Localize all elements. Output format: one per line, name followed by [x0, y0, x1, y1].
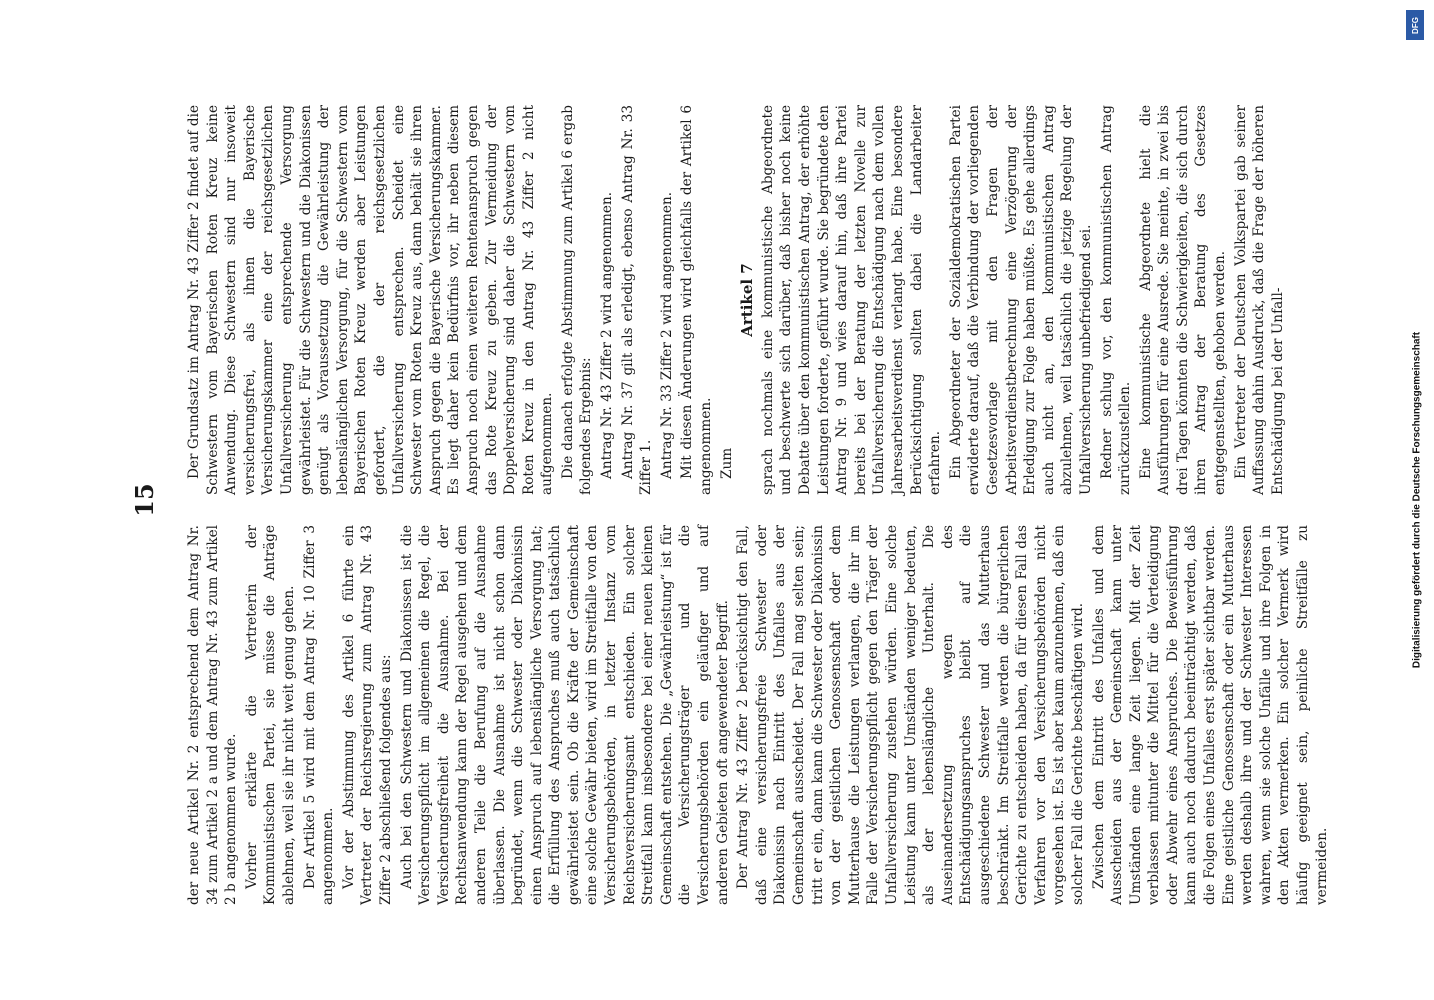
page-number: 15: [130, 483, 159, 517]
paragraph: Der Antrag Nr. 43 Ziffer 2 berücksichtigt den Fall, daß eine versicherungsfreie Schwester oder Diakonissin nach Eintritt des Unfalles aus der Gemeinschaft ausscheidet. Der Fall mag selten sein; tritt er ein, dann kann die Schwester oder Diakonissin von der geistlichen Genossenschaft oder dem Mutterhause die Leistungen verlangen, die ihr im Falle der Versicherungspflicht gegen den Träger der Unfallversicherung zustehen würden. Eine solche Leistung kann unter Umständen weniger bedeuten, als der lebenslängliche Unterhalt. Die Auseinandersetzung wegen des Entschädigungsanspruches bleibt auf die ausgeschiedene Schwester und das Mutterhaus beschränkt. Im Streitfalle werden die bürgerlichen Gerichte zu entscheiden haben, da für diesen Fall das Verfahren vor den Versicherungsbehörden nicht vorgesehen ist. Es ist aber kaum anzunehmen, daß ein solcher Fall die Gerichte beschäftigen wird.: [735, 525, 1086, 905]
dfg-logo-icon: DFG: [1406, 10, 1424, 40]
paragraph: sprach nochmals eine kommunistische Abgeordnete und beschwerte sich darüber, daß bisher noch keine Debatte über den kommunistischen Antrag, der erhöhte Leistungen forderte, geführt wurde. Sie begründete den Antrag Nr. 9 und wies darauf hin, daß ihre Partei bereits bei der Beratung der letzten Novelle zur Unfallversicherung die Entschädigung nach dem vollen Jahresarbeitsverdienst verlangt habe. Eine besondere Berücksichtigung sollten dabei die Landarbeiter erfahren.: [759, 105, 944, 495]
left-column: [185, 525, 1333, 905]
article-heading: Artikel 7: [738, 263, 757, 337]
paragraph: Ein Vertreter der Deutschen Volkspartei gab seiner Auffassung dahin Ausdruck, daß die Frage der höheren Entschädigung bei der Unfall-: [1232, 105, 1286, 495]
paragraph: Auch bei den Schwestern und Diakonissen ist die Versicherungspflicht im allgemeinen die Regel, die Versicherungsfreiheit die Ausnahme. Bei der Rechtsanwendung kann der Regel ausgehen und dem anderen Teile die Berufung auf die Ausnahme überlassen. Die Ausnahme ist nicht schon dann begründet, wenn die Schwester oder Diakonissin einen Anspruch auf lebenslängliche Versorgung hat; die Erfüllung des Anspruches muß auch tatsächlich gewährleistet sein. Ob die Kräfte der Gemeinschaft eine solche Gewähr bieten, wird im Streitfalle von den Versicherungsbehörden, in letzter Instanz vom Reichsversicherungsamt entschieden. Ein solcher Streitfall kann insbesondere bei einer neuen kleinen Gemeinschaft entstehen. Die „Gewährleistung“ ist für die Versicherungsträger und die Versicherungsbehörden ein geläufiger und auf anderen Gebieten oft angewendeter Begriff.: [398, 525, 731, 905]
paragraph: Vor der Abstimmung des Artikel 6 führte ein Vertreter der Reichsregierung zum Antrag Nr. 43 Ziffer 2 abschließend folgendes aus:: [340, 525, 394, 905]
paragraph: Zum: [718, 447, 735, 479]
paragraph: Der Grundsatz im Antrag Nr. 43 Ziffer 2 findet auf die Schwestern vom Bayerischen Roten Kreuz keine Anwendung. Diese Schwestern sind nur insoweit versicherungsfrei, als ihnen die Bayerische Versicherungskammer eine der reichsgesetzlichen Unfallversicherung entsprechende Versorgung gewährleistet. Für die Schwestern und die Diakonissen genügt als Voraussetzung die Gewährleistung der lebenslänglichen Versorgung, für die Schwestern vom Bayerischen Roten Kreuz werden aber Leistungen gefordert, die der reichsgesetzlichen Unfallversicherung entsprechen. Scheidet eine Schwester vom Roten Kreuz aus, dann behält sie ihren Anspruch gegen die Bayerische Versicherungskammer. Es liegt daher kein Bedürfnis vor, ihr neben diesem Anspruch noch einen weiteren Rentenanspruch gegen das Rote Kreuz zu geben. Zur Vermeidung der Doppelversicherung sind daher die Schwestern vom Roten Kreuz in den Antrag Nr. 43 Ziffer 2 nicht aufgenommen.: [186, 105, 556, 495]
paragraph: Der Artikel 5 wird mit dem Antrag Nr. 10 Ziffer 3 angenommen.: [301, 525, 337, 905]
paragraph: Zwischen dem Eintritt des Unfalles und dem Ausscheiden aus der Gemeinschaft kann unter Umständen eine lange Zeit liegen. Mit der Zeit verblassen mitunter die Mittel für die Verteidigung oder Abwehr eines Anspruches. Die Beweisführung kann auch noch dadurch beeinträchtigt werden, daß die Folgen eines Unfalles erst später sichtbar werden. Eine geistliche Genossenschaft oder ein Mutterhaus werden deshalb ihre und der Schwester Interessen wahren, wenn sie solche Unfälle und ihre Folgen in den Akten vermerken. Ein solcher Vermerk wird häufig geeignet sein, peinliche Streitfälle zu vermeiden.: [1090, 525, 1330, 905]
paragraph: Mit diesen Änderungen wird gleichfalls der Artikel 6 angenommen.: [679, 105, 715, 495]
right-column: [185, 105, 1289, 495]
paragraph: Antrag Nr. 33 Ziffer 2 wird angenommen.: [658, 191, 675, 479]
paragraph: Ein Abgeordneter der Sozialdemokratischen Partei erwiderte darauf, daß die Verbindung der vorliegenden Gesetzesvorlage mit den Fragen der Arbeitsverdienstberechnung eine Verzögerung der Erledigung zur Folge haben müßte. Es gehe allerdings auch nicht an, den kommunistischen Antrag abzulehnen, weil tatsächlich die jetzige Regelung der Unfallversicherung unbefriedigend sei.: [947, 105, 1094, 495]
paragraph: Antrag Nr. 43 Ziffer 2 wird angenommen.: [599, 191, 616, 479]
paragraph: Antrag Nr. 37 gilt als erledigt, ebenso Antrag Nr. 33 Ziffer 1.: [619, 105, 655, 495]
paragraph: Vorher erklärte die Vertreterin der Kommunistischen Partei, sie müsse die Anträge ablehnen, weil sie ihr nicht weit genug gehen.: [243, 525, 297, 905]
dfg-sidebar: [1402, 0, 1432, 1000]
paragraph: Die danach erfolgte Abstimmung zum Artikel 6 ergab folgendes Ergebnis:: [559, 105, 595, 495]
paragraph: der neue Artikel Nr. 2 entsprechend dem Antrag Nr. 34 zum Artikel 2 a und dem Antrag Nr. 43 zum Artikel 2 b angenommen wurde.: [186, 525, 240, 905]
paragraph: Eine kommunistische Abgeordnete hielt die Ausführungen für eine Ausrede. Sie meinte, in zwei bis drei Tagen könnten die Schwierigkeiten, die sich durch ihren Antrag der Beratung des Gesetzes entgegenstellten, gehoben werden.: [1137, 105, 1229, 495]
paragraph: Redner schlug vor, den kommunistischen Antrag zurückzustellen.: [1098, 105, 1134, 495]
sidebar-credit: Digitalisierung gefördert durch die Deutsche Forschungsgemeinschaft: [1411, 331, 1423, 669]
